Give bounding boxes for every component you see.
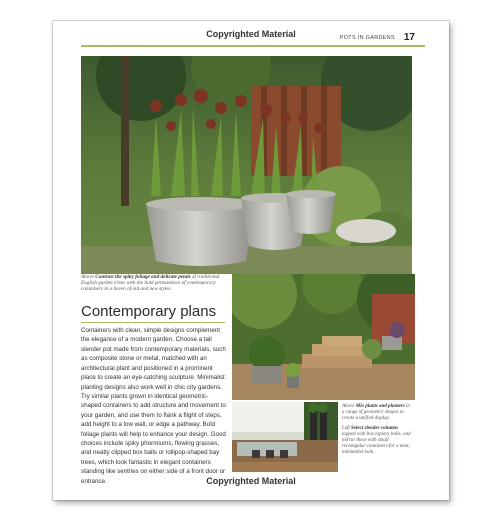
caption-text: of traditional English garden irises with the bold permanence of contemporary containers in a haven of old and new styles. [81, 274, 220, 293]
book-page [53, 21, 449, 500]
copyright-watermark-top: Copyrighted Material [206, 29, 296, 39]
caption-bold: Contrast the spiky foliage and delicate petals [95, 274, 191, 280]
heading-rule [81, 322, 225, 323]
caption-bold: Mix plants and planters [355, 404, 405, 409]
caption-mix-plants [342, 404, 412, 422]
header-rule [81, 45, 425, 47]
main-garden-photo [81, 56, 412, 274]
article-heading: Contemporary plans [81, 303, 217, 320]
caption-text: topped with box topiary balls, and mirror these with small rectangular containers for a neat, minimalist look. [342, 432, 411, 455]
running-header: POTS IN GARDENS [339, 35, 395, 41]
copyright-watermark-bottom: Copyrighted Material [206, 476, 296, 486]
caption-label: Left [342, 426, 350, 431]
caption-slender-columns [342, 426, 412, 456]
columns-photo [232, 402, 338, 472]
right-captions [342, 404, 412, 460]
article-body: Containers with clean, simple designs complement the elegance of a modern garden. Choose a tall slender pot made from contemporary materials, such as composite stone or metal, matched with an architectural plant and positioned in a prominent place to create an eye-catching sculpture. Minimalist planting designs also work well in chic city gardens. Try similar plants grown in identical geometric-shaped containers to add structure and movement to your garden, and use them to flank a flight of steps, add height to a low wall, or edge a pathway. Bold foliage plants will help to enhance your design. Good choices include spiky phormiums, flowing grasses, and neatly clipped box balls or lollipop-shaped bay trees, which look fantastic in elegant containers standing like sentries on either side of a front door or entrance. [81, 327, 226, 485]
caption-label: Above [342, 404, 355, 409]
caption-text: in a range of geometric shapes to create a unified display. [342, 404, 410, 421]
planters-steps-photo [232, 274, 415, 400]
caption-label: Above [81, 274, 94, 280]
main-photo-caption [81, 274, 231, 293]
caption-bold: Select slender columns [351, 426, 399, 431]
page-number: 17 [403, 32, 415, 43]
